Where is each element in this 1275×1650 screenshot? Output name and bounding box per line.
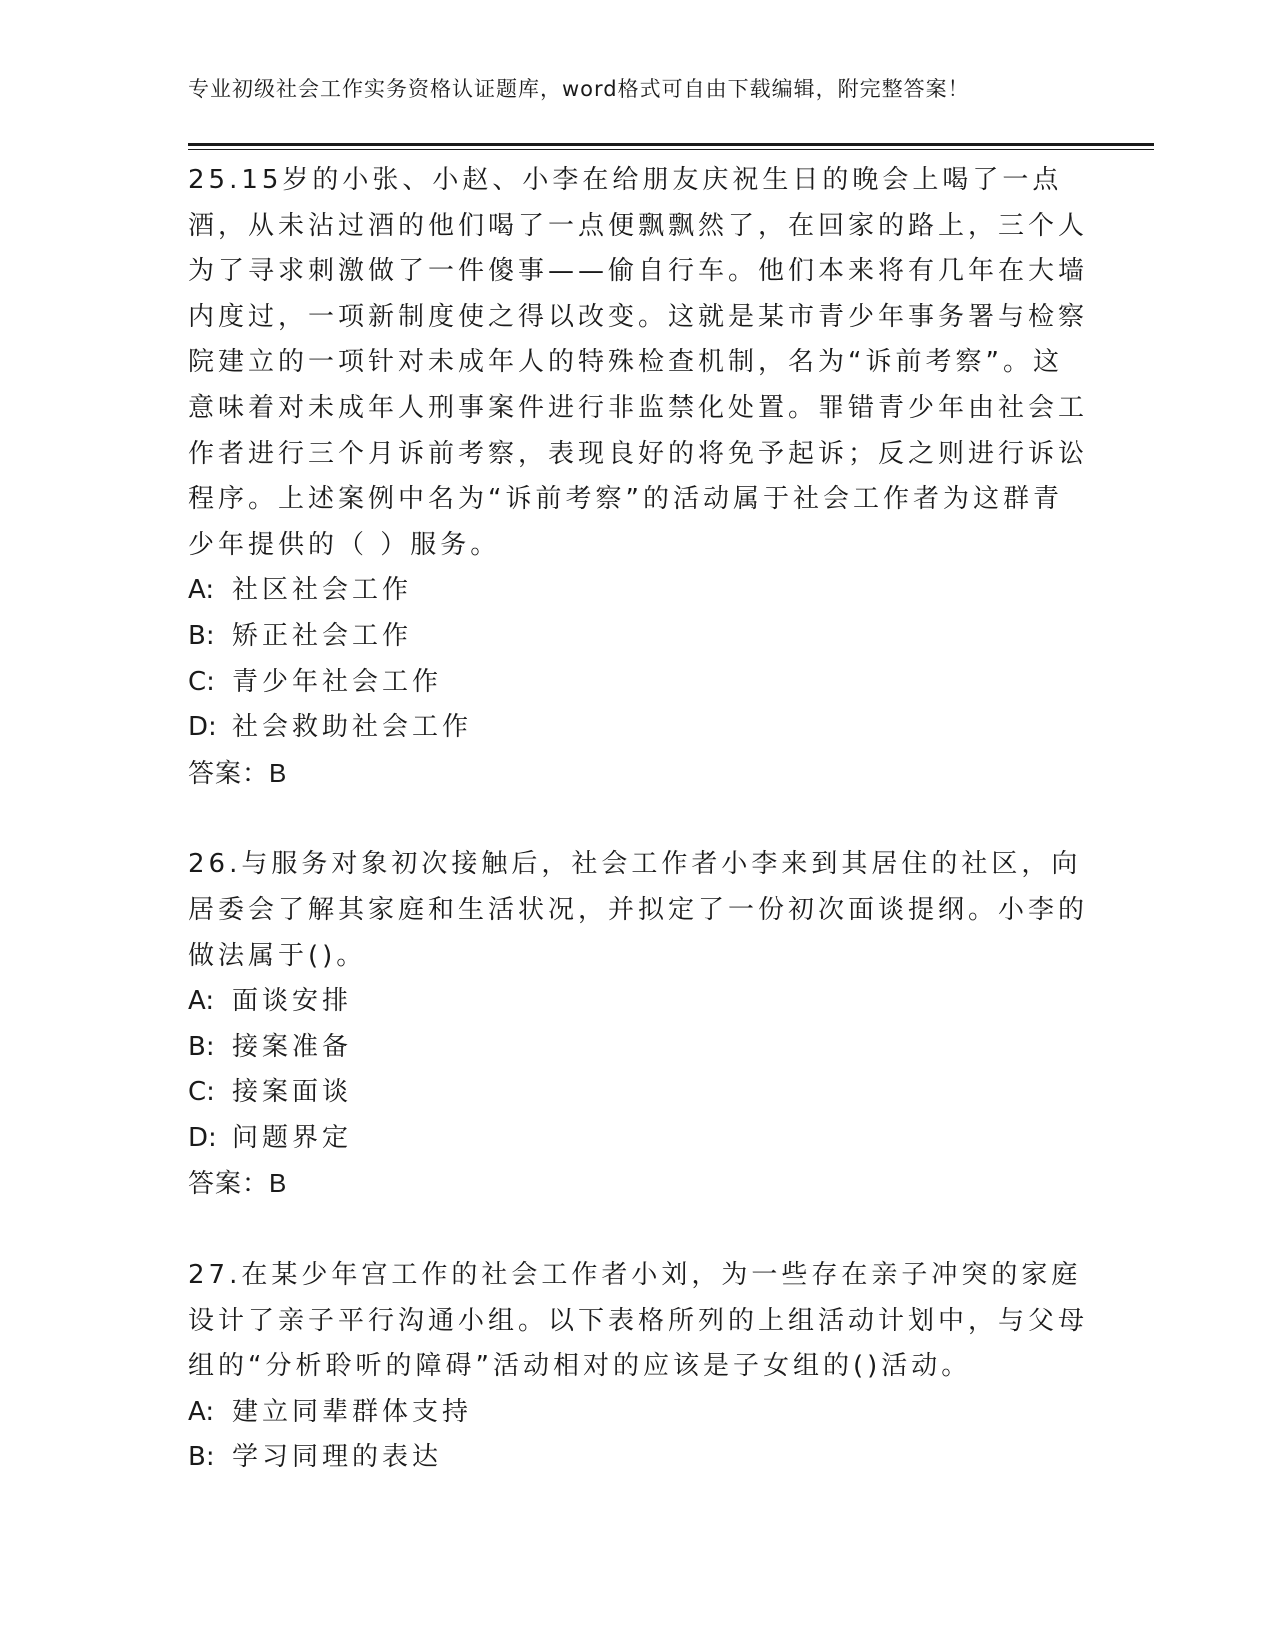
option-letter: C: — [188, 666, 215, 697]
header-rule-thin — [188, 149, 1154, 150]
option-letter: A: — [188, 986, 215, 1017]
option-letter: D: — [188, 712, 217, 743]
option-letter: D: — [188, 1122, 217, 1153]
page-header: 专业初级社会工作实务资格认证题库，word格式可自由下载编辑，附完整答案！ — [188, 77, 970, 101]
question-25 — [188, 158, 1088, 796]
option-d — [188, 705, 1088, 751]
option-text: 接案准备 — [232, 1031, 353, 1062]
option-b — [188, 1025, 1088, 1071]
option-text: 青少年社会工作 — [232, 666, 443, 697]
option-letter: C: — [188, 1077, 215, 1108]
option-letter: B: — [188, 620, 215, 651]
answer-line: 答案：B — [188, 757, 288, 788]
question-27 — [188, 1253, 1088, 1481]
option-b — [188, 614, 1088, 660]
option-text: 学习同理的表达 — [232, 1442, 443, 1473]
question-text: 25.15岁的小张、小赵、小李在给朋友庆祝生日的晚会上喝了一点酒，从未沾过酒的他们喝了一点便飘飘然了，在回家的路上，三个人为了寻求刺激做了一件傻事——偷自行车。他们本来将有几年在大墙内度过，一项新制度使之得以改变。这就是某市青少年事务署与检察院建立的一项针对未成年人的特殊检查机制，名为“诉前考察”。这意味着对未成年人刑事案件进行非监禁化处置。罪错青少年由社会工作者进行三个月诉前考察，表现良好的将免予起诉；反之则进行诉讼程序。上述案例中名为“诉前考察”的活动属于社会工作者为这群青少年提供的（ ）服务。 — [188, 165, 1089, 560]
option-letter: B: — [188, 1031, 215, 1062]
option-c — [188, 660, 1088, 706]
option-text: 社会救助社会工作 — [232, 712, 473, 743]
option-a — [188, 568, 1088, 614]
option-text: 社区社会工作 — [232, 575, 413, 606]
question-text: 27.在某少年宫工作的社会工作者小刘，为一些存在亲子冲突的家庭设计了亲子平行沟通小组。以下表格所列的上组活动计划中，与父母组的“分析聆听的障碍”活动相对的应该是子女组的()活动。 — [188, 1260, 1089, 1382]
option-text: 矫正社会工作 — [232, 620, 413, 651]
option-a — [188, 1390, 1088, 1436]
option-a — [188, 979, 1088, 1025]
option-letter: B: — [188, 1442, 215, 1473]
option-text: 问题界定 — [232, 1122, 353, 1153]
header-rule-thick — [188, 143, 1154, 146]
question-text: 26.与服务对象初次接触后，社会工作者小李来到其居住的社区，向居委会了解其家庭和生活状况，并拟定了一份初次面谈提纲。小李的做法属于()。 — [188, 849, 1089, 971]
option-b — [188, 1435, 1088, 1481]
option-text: 建立同辈群体支持 — [232, 1396, 473, 1427]
option-text: 面谈安排 — [232, 986, 353, 1017]
answer-line: 答案：B — [188, 1168, 288, 1199]
option-text: 接案面谈 — [232, 1077, 353, 1108]
question-26 — [188, 842, 1088, 1207]
option-c — [188, 1070, 1088, 1116]
question-list — [188, 158, 1088, 1527]
option-letter: A: — [188, 1396, 215, 1427]
option-letter: A: — [188, 575, 215, 606]
option-d — [188, 1116, 1088, 1162]
